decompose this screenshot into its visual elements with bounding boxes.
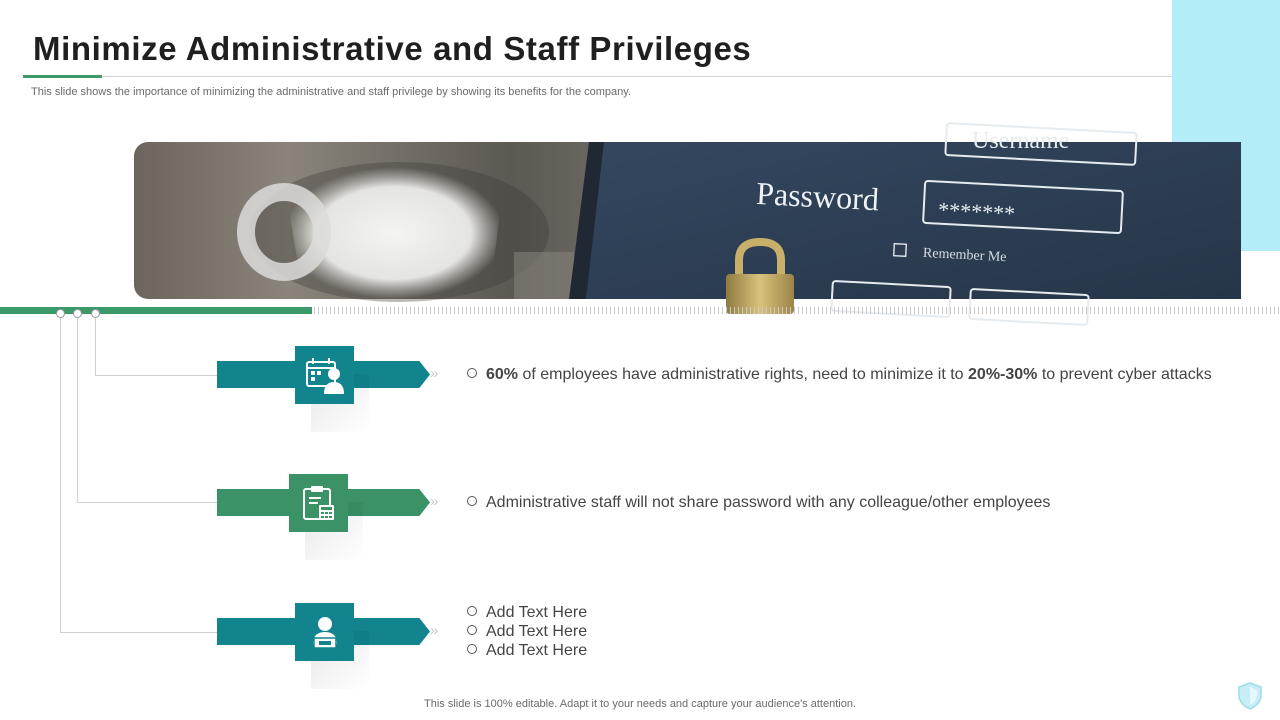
footer-note: This slide is 100% editable. Adapt it to your needs and capture your audience's attention. [424, 698, 856, 710]
user-laptop-icon [295, 603, 354, 661]
row-2-text-content: Administrative staff will not share password with any colleague/other employees [486, 494, 1051, 511]
chevron-right-icon: » [430, 493, 437, 510]
timeline-dot [56, 309, 65, 318]
timeline-accent-bar [0, 307, 312, 314]
title-underline [23, 76, 1172, 77]
tablet-screen [586, 142, 1241, 299]
password-mask: ******* [937, 197, 1016, 227]
connector-line [60, 318, 61, 633]
list-item-text: Add Text Here [486, 623, 588, 640]
remember-me-label: Remember Me [922, 245, 1007, 266]
chevron-right-icon: » [430, 622, 437, 639]
page-title: Minimize Administrative and Staff Privileges [33, 30, 752, 67]
connector-line [77, 318, 78, 503]
connector-line [95, 318, 96, 376]
coffee-cup-image [246, 162, 574, 302]
chevron-right-icon: » [430, 365, 437, 382]
list-item-text: Add Text Here [486, 642, 588, 659]
bullet-icon [467, 644, 477, 654]
list-item-text: Add Text Here [486, 604, 588, 621]
connector-line [77, 502, 217, 503]
password-label: Password [755, 174, 880, 218]
connector-line [95, 375, 217, 376]
row-3-text-list [467, 604, 587, 661]
row-2-text [467, 494, 1050, 512]
row-1-text-part: of employees have administrative rights, need to minimize it to [518, 366, 969, 383]
timeline-dot [91, 309, 100, 318]
stat-target-percent: 20%-30% [968, 366, 1038, 383]
clipboard-calculator-icon [289, 474, 348, 532]
shield-icon [1236, 681, 1264, 716]
calendar-person-icon [295, 346, 354, 404]
bullet-icon [467, 496, 477, 506]
row-1-text-part: to prevent cyber attacks [1037, 366, 1212, 383]
partial-username-label: Username [972, 128, 1070, 154]
list-item [467, 604, 587, 623]
hero-image-password-login [134, 128, 1241, 299]
row-1-text [467, 366, 1212, 384]
list-item [467, 642, 587, 661]
connector-line [60, 632, 217, 633]
list-item [467, 623, 587, 642]
timeline-dot [73, 309, 82, 318]
timeline-tick-strip [314, 307, 1280, 314]
stat-current-percent: 60% [486, 366, 519, 383]
bullet-icon [467, 368, 477, 378]
page-subtitle: This slide shows the importance of minimizing the administrative and staff privilege by showing its benefits for the company. [31, 86, 631, 98]
bullet-icon [467, 625, 477, 635]
title-accent-bar [23, 75, 102, 78]
bullet-icon [467, 606, 477, 616]
